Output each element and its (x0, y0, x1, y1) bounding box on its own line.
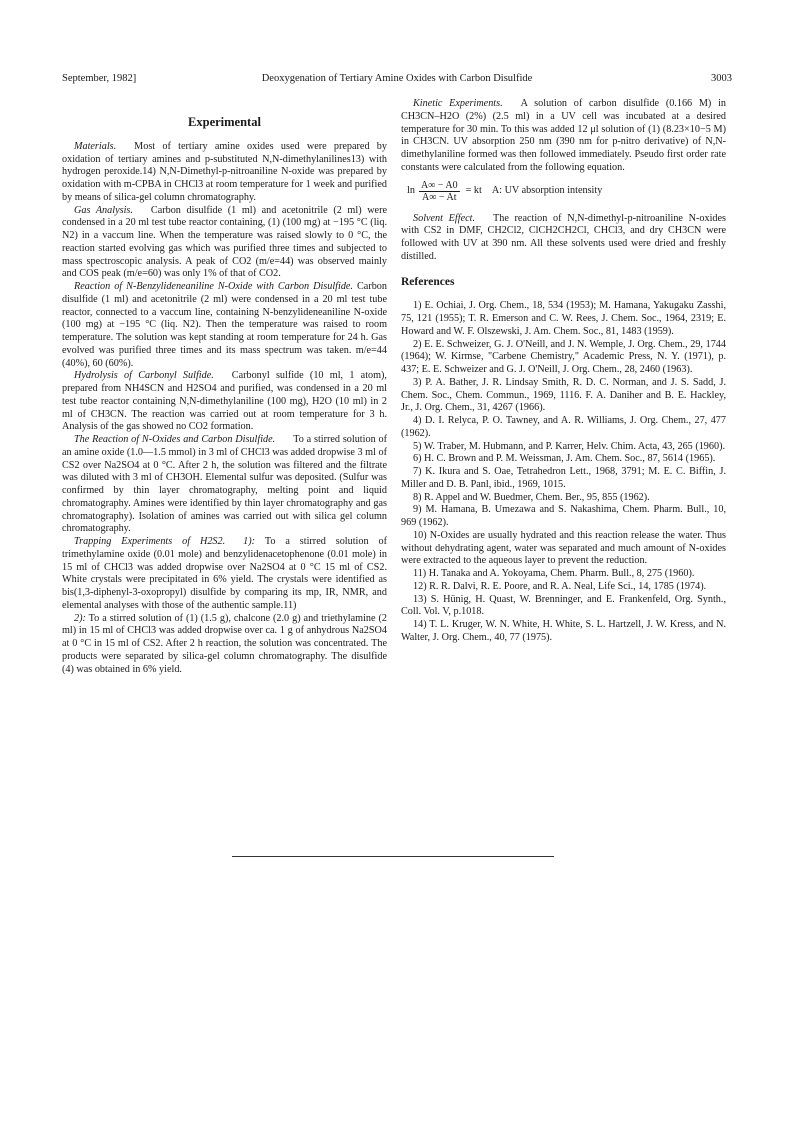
heading-benzylideneaniline: Reaction of N-Benzylideneaniline N-Oxide with Carbon Disulfide. (74, 281, 353, 292)
equation-fraction (419, 180, 460, 203)
reference-item: 7) K. Ikura and S. Oae, Tetrahedron Lett., 1968, 3791; M. E. C. Biffin, J. Miller and D. B. Panl, ibid., 1969, 1015. (401, 466, 726, 490)
equation-denominator: A∞ − At (422, 192, 457, 203)
references-title: References (401, 275, 455, 288)
subheading-trapping-1: 1): (243, 536, 256, 547)
paragraph-hydrolysis (62, 370, 387, 434)
reference-item: 2) E. E. Schweizer, G. J. O'Neill, and J. N. Wemple, J. Org. Chem., 29, 1744 (1964); W. Kirmse, "Carbene Chemistry," Academic Press, N. Y. (1971), p. 437; E. E. Schweizer and G. J. O'Neill, J. Org. Chem., 28, 2460 (1963). (401, 338, 726, 375)
heading-solvent-effect: Solvent Effect. (413, 212, 475, 224)
reference-item: 12) R. R. Dalvi, R. E. Poore, and R. A. Neal, Life Sci., 14, 1785 (1974). (413, 580, 707, 592)
text-hydrolysis: Carbonyl sulfide (10 ml, 1 atom), prepared from NH4SCN and H2SO4 and purified, was condensed in a 20 ml test tube reactor containing N,N-dimethylaniline (100 mg), H2O (10 ml) in 2 ml of CH3CN. The reaction was carried out at room temperature for 3 h. Analysis of the gas showed no CO2 formation. (62, 370, 387, 433)
reference-item: 13) S. Hünig, H. Quast, W. Brenninger, and E. Frankenfeld, Org. Synth., Coll. Vol. V, p.1018. (401, 593, 726, 618)
text-benzylideneaniline: Carbon disulfide (1 ml) and acetonitrile (2 ml) were condensed in a 20 ml test tube reactor, connected to a vaccum line, containing N-benzylideneaniline N-oxide (100 mg) at −195 °C (liq. N2). Then the temperature was raised to room temperature. The solution was kept standing at room temperature for 24 h. Gas evolved was purified three times and its mass spectrum was taken. m/e=44 (40%), 60 (60%). (62, 281, 387, 369)
paragraph-trapping-2 (62, 613, 387, 677)
reference-item: 4) D. I. Relyca, P. O. Tawney, and A. R. Williams, J. Org. Chem., 27, 477 (1962). (401, 415, 726, 439)
experimental-title: Experimental (188, 115, 261, 129)
heading-materials: Materials. (74, 140, 117, 152)
paragraph-gas-analysis (62, 205, 387, 282)
paragraph-materials (62, 141, 387, 205)
reference-item: 3) P. A. Bather, J. R. Lindsay Smith, R. D. C. Norman, and J. S. Sadd, J. Chem. Soc., Chem. Commun., 1969, 1116. F. A. Daniher and B. E. Hackley, Jr., J. Org. Chem., 31, 4267 (1966). (401, 376, 726, 414)
reference-list (401, 300, 726, 644)
text-trapping-1: To a stirred solution of trimethylamine oxide (0.01 mole) and benzylidenacetophenone (0.01 mole) in 15 ml of CHCl3 was added dropwise over Na2SO4 at 0 °C 15 ml of CS2. White crystals were precipitated in 6% yield. The crystals were identified as bis(1,3-diphenyl-3-oxopropyl) disulfide by comparing its mp, IR, NMR, and elemental analyses with those of the authentic sample.11) (62, 536, 387, 611)
page-number: 3003 (711, 73, 732, 84)
paragraph-trapping-1 (62, 536, 387, 613)
text-reaction-n-oxides: To a stirred solution of an amine oxide (1.0—1.5 mmol) in 3 ml of CHCl3 was added dropwise 3 ml of CS2 over Na2SO4 at 0 °C. After 2 h, the solution was filtered and the filtrate was diluted with 3 ml of CH3OH. Elemental sulfur was deposited. (Sulfur was confirmed by thin layer chromatography, melting point and liquid chromatography. Amines were identified by thin layer chromatography and gas chromatography). Isolation of amines was carried out with silica gel column chromatography. (62, 434, 387, 535)
reference-item: 14) T. L. Kruger, W. N. White, H. White, S. L. Hartzell, J. W. Kress, and N. Walter, J. Org. Chem., 40, 77 (1975). (401, 619, 726, 643)
equation-rhs: = kt (465, 185, 482, 197)
heading-reaction-n-oxides: The Reaction of N-Oxides and Carbon Disulfide. (74, 434, 276, 445)
right-column (401, 98, 726, 645)
running-header (62, 73, 732, 89)
end-rule (232, 856, 554, 857)
text-gas-analysis: Carbon disulfide (1 ml) and acetonitrile (2 ml) were condensed in a 20 ml test tube reactor containing, (1) (100 mg) at −195 °C (liq. N2) in a vaccum line. When the temperature was raised slowly to 0 °C, the reaction started evolving gas which was purified three times and subjected to mass spectroscopic analysis. A peak of CO2 (m/e=44) was observed mainly and COS peak (m/e=60) was only 1% of that of CO2. (62, 204, 387, 280)
reference-item: 6) H. C. Brown and P. M. Weissman, J. Am. Chem. Soc., 87, 5614 (1965). (413, 453, 716, 465)
rate-equation (407, 177, 726, 207)
text-materials: Most of tertiary amine oxides used were prepared by oxidation of tertiary amines and p-substituted N,N-dimethylanilines13) with hydrogen peroxide.14) N,N-Dimethyl-p-nitroaniline N-oxide was prepared by oxidation with m-CPBA in CHCl3 at room temperature for 1 week and purified by means of silica-gel column chromatography. (62, 140, 387, 203)
text-solvent-effect: The reaction of N,N-dimethyl-p-nitroaniline N-oxides with CS2 in DMF, CH2Cl2, ClCH2CH2Cl, CHCl3, and dry CH3CN were followed with UV at 390 nm. All these solvents used were dried and freshly distilled. (401, 212, 726, 262)
heading-trapping-2: 2): (74, 612, 86, 624)
heading-trapping: Trapping Experiments of H2S2. (74, 536, 226, 547)
equation-legend: A: UV absorption intensity (491, 185, 603, 197)
text-kinetic: A solution of carbon disulfide (0.166 M) in CH3CN–H2O (2%) (2.5 ml) in a UV cell was incubated at a desired temperature for 30 min. To this was added 12 μl solution of (1) (8.23×10−5 M) in CH3CN. UV absorption 250 nm (390 nm for p-nitro derivative) of N,N-dimethylaniline formed was then followed immediately. Pseudo first order rate constants were calculated from the following equation. (401, 98, 726, 173)
header-title: Deoxygenation of Tertiary Amine Oxides with Carbon Disulfide (261, 73, 533, 84)
reference-item: 10) N-Oxides are usually hydrated and this reaction release the water. Thus without dehydrating agent, water was separated and much amount of N-oxides were extracted to the aqueous layer to prevent the reduction. (401, 529, 726, 567)
paragraph-benzylideneaniline (62, 281, 387, 370)
paragraph-reaction-n-oxides (62, 434, 387, 536)
left-column (62, 98, 387, 676)
header-date: September, 1982] (62, 73, 137, 84)
equation-numerator: A∞ − A0 (420, 180, 458, 191)
reference-item: 8) R. Appel and W. Buedmer, Chem. Ber., 95, 855 (1962). (413, 491, 650, 503)
heading-kinetic: Kinetic Experiments. (413, 98, 503, 109)
text-trapping-2: To a stirred solution of (1) (1.5 g), chalcone (2.0 g) and triethylamine (2 ml) in 15 ml of CHCl3 was added dropwise over ca. 1 g of anhydrous Na2SO4 at 0 °C in 15 ml of CS2. After 2 h reaction, the solution was concentrated. The products were separated by silica-gel column chromatography. The disulfide (4) was obtained in 6% yield. (62, 612, 387, 675)
paragraph-kinetic (401, 98, 726, 175)
reference-item: 5) W. Traber, M. Hubmann, and P. Karrer, Helv. Chim. Acta, 43, 265 (1960). (413, 440, 726, 452)
heading-hydrolysis: Hydrolysis of Carbonyl Sulfide. (74, 370, 214, 382)
reference-item: 11) H. Tanaka and A. Yokoyama, Chem. Pharm. Bull., 8, 275 (1960). (413, 568, 695, 579)
equation-ln: ln (407, 185, 415, 197)
paragraph-solvent-effect (401, 213, 726, 264)
reference-item: 9) M. Hamana, B. Umezawa and S. Nakashima, Chem. Pharm. Bull., 10, 969 (1962). (401, 504, 726, 528)
heading-gas-analysis: Gas Analysis. (74, 204, 133, 216)
reference-item: 1) E. Ochiai, J. Org. Chem., 18, 534 (1953); M. Hamana, Yakugaku Zasshi, 75, 121 (1955); T. R. Emerson and C. W. Rees, J. Chem. Soc., 1964, 2319; E. Howard and W. F. Olszewski, J. Am. Chem. Soc., 81, 1483 (1959). (401, 300, 726, 337)
